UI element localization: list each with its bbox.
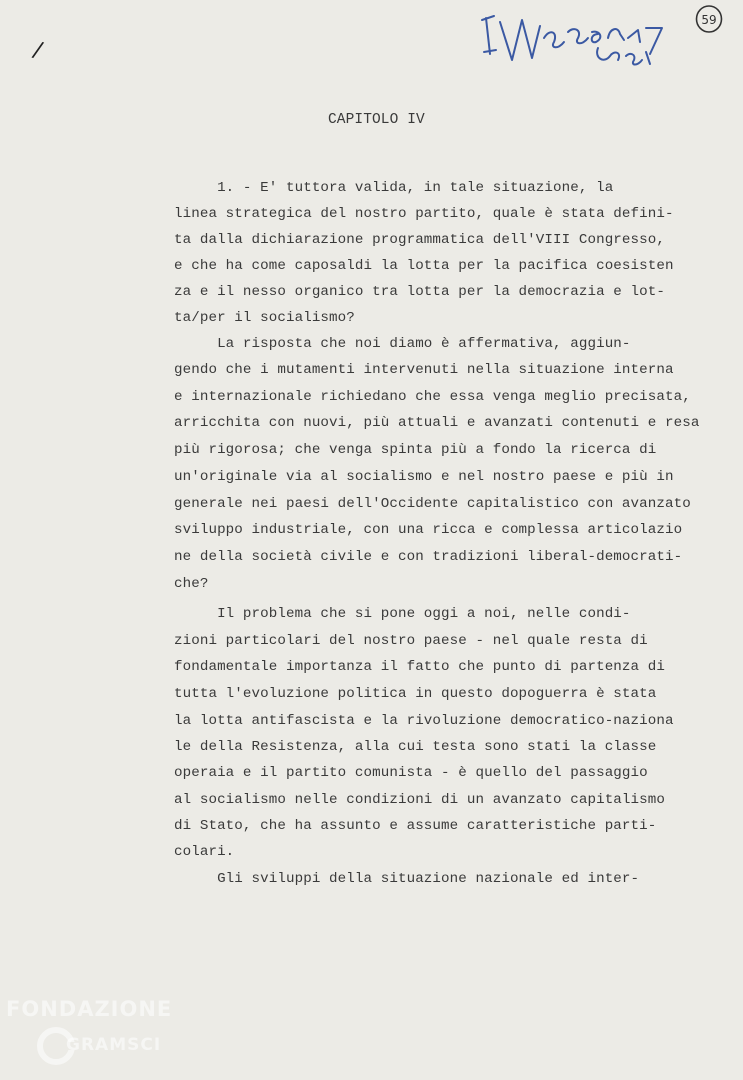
chapter-title: CAPITOLO IV xyxy=(328,112,425,128)
page-number: 59 xyxy=(701,13,717,27)
text-line: più rigorosa; che venga spinta più a fondo la ricerca di xyxy=(174,442,657,458)
text-line: colari. xyxy=(174,844,235,860)
text-line: che? xyxy=(174,576,209,592)
text-line: tutta l'evoluzione politica in questo dopoguerra è stata xyxy=(174,686,657,702)
text-line: 1. - E' tuttora valida, in tale situazione, la xyxy=(174,180,614,196)
text-line: di Stato, che ha assunto e assume caratteristiche parti- xyxy=(174,818,657,834)
text-line: ta dalla dichiarazione programmatica dell'VIII Congresso, xyxy=(174,232,665,248)
text-line: zioni particolari del nostro paese - nel quale resta di xyxy=(174,633,648,649)
text-line: linea strategica del nostro partito, quale è stata defini- xyxy=(174,206,674,222)
text-line: ne della società civile e con tradizioni liberal-democrati- xyxy=(174,549,683,565)
page-number-stamp xyxy=(694,4,724,34)
text-line: e internazionale richiedano che essa venga meglio precisata, xyxy=(174,389,691,405)
text-line: ta/per il socialismo? xyxy=(174,310,355,326)
text-line: Gli sviluppi della situazione nazionale ed inter- xyxy=(174,871,640,887)
text-line: le della Resistenza, alla cui testa sono stati la classe xyxy=(174,739,657,755)
text-line: gendo che i mutamenti intervenuti nella situazione interna xyxy=(174,362,674,378)
text-line: operaia e il partito comunista - è quello del passaggio xyxy=(174,765,648,781)
text-line: La risposta che noi diamo è affermativa, aggiun- xyxy=(174,336,631,352)
text-line: sviluppo industriale, con una ricca e complessa articolazio xyxy=(174,522,683,538)
text-line: Il problema che si pone oggi a noi, nelle condi- xyxy=(174,606,631,622)
text-line: generale nei paesi dell'Occidente capitalistico con avanzato xyxy=(174,496,691,512)
watermark-line1: FONDAZIONE xyxy=(6,997,173,1021)
text-line: fondamentale importanza il fatto che punto di partenza di xyxy=(174,659,665,675)
text-line: la lotta antifascista e la rivoluzione democratico-naziona xyxy=(174,713,674,729)
fondazione-gramsci-watermark xyxy=(4,994,194,1074)
corner-pencil-mark: / xyxy=(30,37,46,64)
text-line: al socialismo nelle condizioni di un avanzato capitalismo xyxy=(174,792,665,808)
text-line: un'originale via al socialismo e nel nostro paese e più in xyxy=(174,469,674,485)
handwritten-archive-note xyxy=(478,8,688,78)
text-line: e che ha come caposaldi la lotta per la pacifica coesisten xyxy=(174,258,674,274)
watermark-line2: GRAMSCI xyxy=(66,1035,162,1055)
text-line: arricchita con nuovi, più attuali e avanzati contenuti e resa xyxy=(174,415,700,431)
text-line: za e il nesso organico tra lotta per la democrazia e lot- xyxy=(174,284,665,300)
